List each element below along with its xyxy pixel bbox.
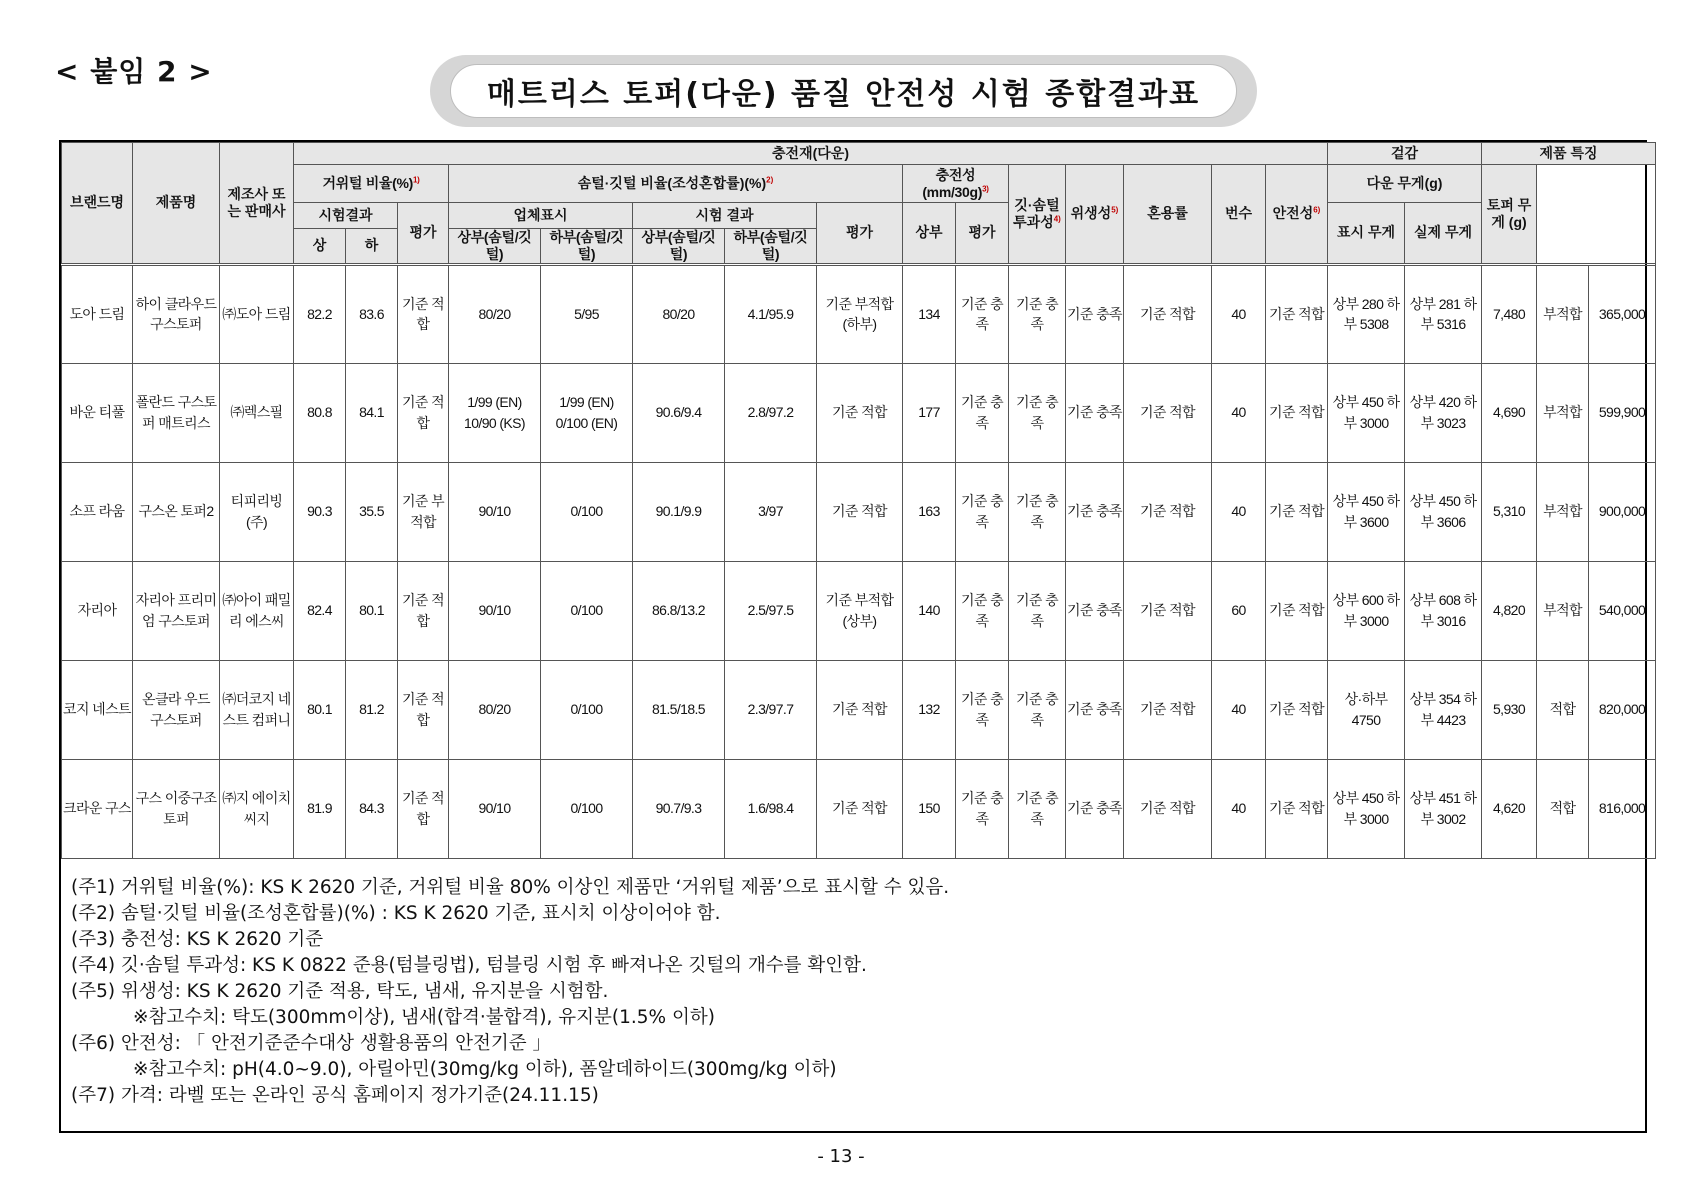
goose-lower-cell: 84.1	[346, 363, 398, 462]
topper-weight-cell: 5,930	[1482, 660, 1537, 759]
test-upper-cell: 81.5/18.5	[633, 660, 725, 759]
header-goose-ratio: 거위털 비율(%)$^{1)}$	[294, 165, 449, 203]
footnote: (주2) 솜털·깃털 비율(조성혼합률)(%) : KS K 2620 기준, 표시치 이상이어야 함.	[71, 903, 721, 924]
goose-upper-cell: 82.4	[294, 561, 346, 660]
header-filling: 충전재(다운)	[294, 143, 1328, 165]
fill-power-cell: 132	[903, 660, 956, 759]
df-eval-cell: 기준 적합	[817, 363, 903, 462]
safety-cell: 기준 적합	[1266, 660, 1328, 759]
footnote-reference: ※참고수치: pH(4.0~9.0), 아릴아민(30mg/kg 이하), 폼알데하이드(300mg/kg 이하)	[133, 1059, 837, 1080]
header-goose-eval: 평가	[398, 203, 449, 265]
label-upper-cell: 1/99 (EN) 10/90 (KS)	[449, 363, 541, 462]
fill-power-cell: 177	[903, 363, 956, 462]
page-number: - 13 -	[817, 1146, 865, 1167]
header-yarn: 번수	[1212, 165, 1266, 265]
title-banner	[430, 55, 1257, 127]
header-blend: 혼용률	[1124, 165, 1212, 265]
fill-power-cell: 134	[903, 264, 956, 363]
goose-upper-cell: 81.9	[294, 759, 346, 858]
fill-power-eval-cell: 기준 충족	[956, 264, 1009, 363]
actual-weight-cell: 상부 608 하부 3016	[1405, 561, 1482, 660]
goose-eval-cell: 기준 적합	[398, 264, 449, 363]
goose-eval-cell: 기준 적합	[398, 759, 449, 858]
header-labeled: 업체표시	[449, 203, 633, 229]
topper-weight-cell: 5,310	[1482, 462, 1537, 561]
goose-lower-cell: 35.5	[346, 462, 398, 561]
df-eval-cell: 기준 적합	[817, 660, 903, 759]
safety-cell: 기준 적합	[1266, 462, 1328, 561]
label-lower-cell: 1/99 (EN) 0/100 (EN)	[541, 363, 633, 462]
goose-upper-cell: 90.3	[294, 462, 346, 561]
footnotes	[71, 875, 1635, 1109]
yarn-count-cell: 40	[1212, 660, 1266, 759]
header-test-result: 시험결과	[294, 203, 398, 229]
yarn-count-cell: 40	[1212, 264, 1266, 363]
topper-weight-cell: 4,620	[1482, 759, 1537, 858]
header-df-eval: 평가	[817, 203, 903, 265]
hygiene-cell: 기준 충족	[1066, 561, 1124, 660]
header-down-weight: 다운 무게(g)	[1328, 165, 1482, 203]
label-lower-cell: 5/95	[541, 264, 633, 363]
brand-cell: 크라운 구스	[62, 759, 133, 858]
blend-cell: 기준 적합	[1124, 660, 1212, 759]
results-table	[61, 142, 1656, 859]
header-shell: 겉감	[1328, 143, 1482, 165]
product-cell: 온클라 우드 구스토퍼	[133, 660, 220, 759]
table-row	[62, 660, 1656, 759]
blend-cell: 기준 적합	[1124, 264, 1212, 363]
goose-lower-cell: 81.2	[346, 660, 398, 759]
product-cell: 폴란드 구스토퍼 매트리스	[133, 363, 220, 462]
test-lower-cell: 2.3/97.7	[725, 660, 817, 759]
hygiene-cell: 기준 충족	[1066, 363, 1124, 462]
table-row	[62, 462, 1656, 561]
header-fill-power: 충전성 $(mm/30g)^{3)}$	[903, 165, 1009, 203]
price-cell: 599,900	[1589, 363, 1656, 462]
price-cell: 820,000	[1589, 660, 1656, 759]
actual-weight-cell: 상부 451 하부 3002	[1405, 759, 1482, 858]
fill-power-eval-cell: 기준 충족	[956, 363, 1009, 462]
hygiene-cell: 기준 충족	[1066, 759, 1124, 858]
yarn-count-cell: 40	[1212, 759, 1266, 858]
fill-power-eval-cell: 기준 충족	[956, 561, 1009, 660]
table-row	[62, 759, 1656, 858]
safety-cell: 기준 적합	[1266, 363, 1328, 462]
brand-cell: 바운 티풀	[62, 363, 133, 462]
header-topper-weight: 토퍼 무게 (g)	[1482, 165, 1537, 265]
penetration-cell: 기준 충족	[1009, 363, 1066, 462]
goose-eval-cell: 기준 적합	[398, 363, 449, 462]
product-cell: 구스 이중구조 토퍼	[133, 759, 220, 858]
fill-power-cell: 163	[903, 462, 956, 561]
goose-lower-cell: 83.6	[346, 264, 398, 363]
maker-cell: ㈜렉스필	[220, 363, 294, 462]
df-eval-cell: 기준 부적합 (상부)	[817, 561, 903, 660]
results-frame	[59, 140, 1647, 1133]
penetration-cell: 기준 충족	[1009, 264, 1066, 363]
label-lower-cell: 0/100	[541, 462, 633, 561]
price-cell: 900,000	[1589, 462, 1656, 561]
actual-weight-cell: 상부 450 하부 3606	[1405, 462, 1482, 561]
blend-cell: 기준 적합	[1124, 462, 1212, 561]
test-upper-cell: 86.8/13.2	[633, 561, 725, 660]
test-upper-cell: 90.7/9.3	[633, 759, 725, 858]
maker-cell: ㈜아이 패밀리 에스씨	[220, 561, 294, 660]
footnote: (주4) 깃·솜털 투과성: KS K 0822 준용(텀블링법), 텀블링 시험 후 빠져나온 깃털의 개수를 확인함.	[71, 955, 867, 976]
header-feather-penetration: 깃·솜털 투과성$^{4)}$	[1009, 165, 1066, 265]
header-upper: 상	[294, 229, 346, 265]
label-lower-cell: 0/100	[541, 561, 633, 660]
test-lower-cell: 2.5/97.5	[725, 561, 817, 660]
penetration-cell: 기준 충족	[1009, 561, 1066, 660]
labeled-weight-cell: 상부 450 하부 3000	[1328, 759, 1405, 858]
header-safety: 안전성$^{6)}$	[1266, 165, 1328, 265]
actual-weight-cell: 상부 420 하부 3023	[1405, 363, 1482, 462]
header-product: 제품명	[133, 143, 220, 265]
labeling-cell: 부적합	[1537, 363, 1589, 462]
blend-cell: 기준 적합	[1124, 759, 1212, 858]
label-lower-cell: 0/100	[541, 660, 633, 759]
blend-cell: 기준 적합	[1124, 363, 1212, 462]
goose-eval-cell: 기준 적합	[398, 561, 449, 660]
actual-weight-cell: 상부 354 하부 4423	[1405, 660, 1482, 759]
label-upper-cell: 90/10	[449, 561, 541, 660]
df-eval-cell: 기준 적합	[817, 462, 903, 561]
safety-cell: 기준 적합	[1266, 264, 1328, 363]
header-maker: 제조사 또는 판매사	[220, 143, 294, 265]
test-upper-cell: 90.1/9.9	[633, 462, 725, 561]
product-cell: 하이 클라우드 구스토퍼	[133, 264, 220, 363]
blend-cell: 기준 적합	[1124, 561, 1212, 660]
price-cell: 816,000	[1589, 759, 1656, 858]
actual-weight-cell: 상부 281 하부 5316	[1405, 264, 1482, 363]
header-labeled-weight: 표시 무게	[1328, 203, 1405, 265]
brand-cell: 자리아	[62, 561, 133, 660]
maker-cell: ㈜지 에이치 씨지	[220, 759, 294, 858]
table-row	[62, 264, 1656, 363]
test-lower-cell: 1.6/98.4	[725, 759, 817, 858]
header-test-upper: 상부(솜털/깃털)	[633, 229, 725, 265]
fill-power-cell: 150	[903, 759, 956, 858]
safety-cell: 기준 적합	[1266, 759, 1328, 858]
brand-cell: 코지 네스트	[62, 660, 133, 759]
price-cell: 540,000	[1589, 561, 1656, 660]
page-title: 매트리스 토퍼(다운) 품질 안전성 시험 종합결과표	[450, 64, 1237, 118]
hygiene-cell: 기준 충족	[1066, 462, 1124, 561]
penetration-cell: 기준 충족	[1009, 660, 1066, 759]
goose-lower-cell: 80.1	[346, 561, 398, 660]
labeling-cell: 적합	[1537, 660, 1589, 759]
header-test-result2: 시험 결과	[633, 203, 817, 229]
labeling-cell: 부적합	[1537, 264, 1589, 363]
header-fp-eval: 평가	[956, 203, 1009, 265]
labeled-weight-cell: 상부 450 하부 3600	[1328, 462, 1405, 561]
brand-cell: 도아 드림	[62, 264, 133, 363]
labeling-cell: 부적합	[1537, 561, 1589, 660]
header-label-upper: 상부(솜털/깃털)	[449, 229, 541, 265]
price-cell: 365,000	[1589, 264, 1656, 363]
test-upper-cell: 80/20	[633, 264, 725, 363]
df-eval-cell: 기준 적합	[817, 759, 903, 858]
header-features: 제품 특징	[1482, 143, 1656, 165]
yarn-count-cell: 40	[1212, 462, 1266, 561]
goose-lower-cell: 84.3	[346, 759, 398, 858]
goose-upper-cell: 80.1	[294, 660, 346, 759]
header-lower: 하	[346, 229, 398, 265]
goose-eval-cell: 기준 적합	[398, 660, 449, 759]
header-test-lower: 하부(솜털/깃털)	[725, 229, 817, 265]
labeled-weight-cell: 상부 280 하부 5308	[1328, 264, 1405, 363]
header-brand: 브랜드명	[62, 143, 133, 265]
label-upper-cell: 80/20	[449, 264, 541, 363]
test-lower-cell: 3/97	[725, 462, 817, 561]
footnote: (주5) 위생성: KS K 2620 기준 적용, 탁도, 냄새, 유지분을 시험함.	[71, 981, 609, 1002]
df-eval-cell: 기준 부적합 (하부)	[817, 264, 903, 363]
footnote: (주3) 충전성: KS K 2620 기준	[71, 929, 324, 950]
fill-power-eval-cell: 기준 충족	[956, 462, 1009, 561]
fill-power-eval-cell: 기준 충족	[956, 660, 1009, 759]
header-fp-upper: 상부	[903, 203, 956, 265]
product-cell: 자리아 프리미엄 구스토퍼	[133, 561, 220, 660]
hygiene-cell: 기준 충족	[1066, 660, 1124, 759]
footnote-reference: ※참고수치: 탁도(300mm이상), 냄새(합격·불합격), 유지분(1.5% 이하)	[133, 1007, 715, 1028]
topper-weight-cell: 4,820	[1482, 561, 1537, 660]
label-upper-cell: 90/10	[449, 759, 541, 858]
labeled-weight-cell: 상·하부 4750	[1328, 660, 1405, 759]
test-lower-cell: 2.8/97.2	[725, 363, 817, 462]
goose-upper-cell: 82.2	[294, 264, 346, 363]
labeled-weight-cell: 상부 450 하부 3000	[1328, 363, 1405, 462]
brand-cell: 소프 라움	[62, 462, 133, 561]
goose-upper-cell: 80.8	[294, 363, 346, 462]
maker-cell: ㈜더코지 네스트 컴퍼니	[220, 660, 294, 759]
maker-cell: ㈜도아 드림	[220, 264, 294, 363]
header-down-feather-ratio: 솜털·깃털 비율(조성혼합률)(%)$^{2)}$	[449, 165, 903, 203]
labeling-cell: 부적합	[1537, 462, 1589, 561]
header-hygiene: 위생성$^{5)}$	[1066, 165, 1124, 265]
yarn-count-cell: 60	[1212, 561, 1266, 660]
goose-eval-cell: 기준 부적합	[398, 462, 449, 561]
label-upper-cell: 90/10	[449, 462, 541, 561]
fill-power-eval-cell: 기준 충족	[956, 759, 1009, 858]
header-actual-weight: 실제 무게	[1405, 203, 1482, 265]
hygiene-cell: 기준 충족	[1066, 264, 1124, 363]
maker-cell: 티피리빙 (주)	[220, 462, 294, 561]
topper-weight-cell: 7,480	[1482, 264, 1537, 363]
table-row	[62, 363, 1656, 462]
product-cell: 구스온 토퍼2	[133, 462, 220, 561]
test-lower-cell: 4.1/95.9	[725, 264, 817, 363]
label-lower-cell: 0/100	[541, 759, 633, 858]
label-upper-cell: 80/20	[449, 660, 541, 759]
safety-cell: 기준 적합	[1266, 561, 1328, 660]
labeled-weight-cell: 상부 600 하부 3000	[1328, 561, 1405, 660]
penetration-cell: 기준 충족	[1009, 462, 1066, 561]
footnote: (주7) 가격: 라벨 또는 온라인 공식 홈페이지 정가기준(24.11.15)	[71, 1085, 599, 1106]
fill-power-cell: 140	[903, 561, 956, 660]
table-row	[62, 561, 1656, 660]
labeling-cell: 적합	[1537, 759, 1589, 858]
footnote: (주6) 안전성: 「 안전기준준수대상 생활용품의 안전기준 」	[71, 1033, 552, 1054]
attachment-label: < 붙임 2 >	[55, 55, 213, 88]
test-upper-cell: 90.6/9.4	[633, 363, 725, 462]
topper-weight-cell: 4,690	[1482, 363, 1537, 462]
footnote: (주1) 거위털 비율(%): KS K 2620 기준, 거위털 비율 80% 이상인 제품만 ‘거위털 제품’으로 표시할 수 있음.	[71, 877, 950, 898]
penetration-cell: 기준 충족	[1009, 759, 1066, 858]
yarn-count-cell: 40	[1212, 363, 1266, 462]
header-label-lower: 하부(솜털/깃털)	[541, 229, 633, 265]
